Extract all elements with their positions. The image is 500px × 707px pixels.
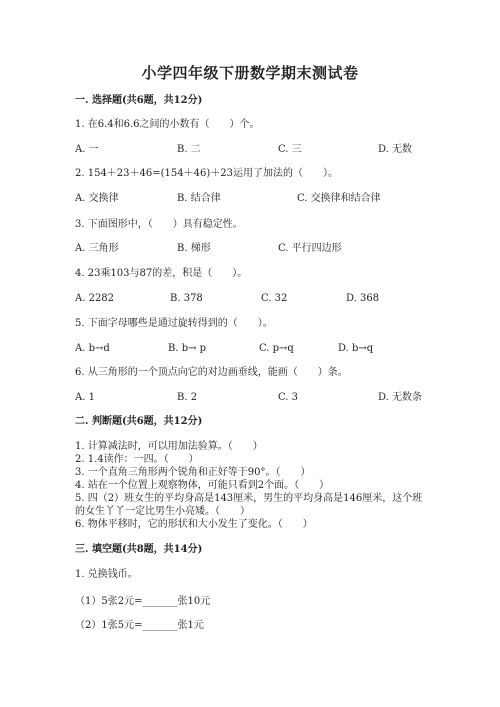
fill-item-1-part-1: （1）5张2元=_______张10元 bbox=[75, 596, 211, 607]
judge-item-5-cont: 的女生丫丫一定比男生小亮矮。（ ） bbox=[75, 506, 250, 517]
fill-item-1-part-2: （2）1张5元=_______张1元 bbox=[75, 620, 204, 631]
question-6-option-b: B. 2 bbox=[177, 392, 198, 403]
judge-item-4: 4. 站在一个位置上观察物体，可能只看到2个面。（ ） bbox=[75, 480, 330, 491]
question-4-option-c: C. 32 bbox=[261, 293, 288, 304]
question-6-option-c: C. 3 bbox=[278, 392, 299, 403]
question-3-option-a: A. 三角形 bbox=[75, 243, 119, 254]
judge-item-5: 5. 四（2）班女生的平均身高是143厘米，男生的平均身高是146厘米，这个班 bbox=[75, 493, 423, 504]
question-3: 3. 下面图形中，（ ）具有稳定性。 bbox=[75, 219, 243, 230]
question-6-option-d: D. 无数条 bbox=[378, 392, 423, 403]
question-2-option-b: B. 结合律 bbox=[177, 193, 221, 204]
section-heading-choice: 一. 选择题(共6题，共12分) bbox=[75, 95, 203, 106]
question-5-option-d: D. b→q bbox=[338, 343, 374, 354]
question-4: 4. 23乘103与87的差，积是（ ）。 bbox=[75, 268, 248, 279]
judge-item-3: 3. 一个直角三角形两个锐角和正好等于90°。（ ） bbox=[75, 467, 311, 478]
question-6-option-a: A. 1 bbox=[75, 392, 95, 403]
question-2: 2. 154＋23＋46=(154＋46)＋23运用了加法的（ ）。 bbox=[75, 168, 338, 179]
question-1-option-d: D. 无数 bbox=[378, 144, 413, 155]
question-5: 5. 下面字母哪些是通过旋转得到的（ ）。 bbox=[75, 318, 273, 329]
question-2-option-c: C. 交换律和结合律 bbox=[297, 193, 381, 204]
question-1-option-b: B. 二 bbox=[177, 144, 201, 155]
question-1: 1. 在6.4和6.6之间的小数有（ ）个。 bbox=[75, 119, 260, 130]
judge-item-6: 6. 物体平移时，它的形状和大小发生了变化。（ ） bbox=[75, 519, 313, 530]
question-3-option-c: C. 平行四边形 bbox=[278, 243, 342, 254]
question-5-option-a: A. b→d bbox=[75, 343, 110, 354]
question-6: 6. 从三角形的一个顶点向它的对边画垂线，能画（ ）条。 bbox=[75, 367, 348, 378]
page-title: 小学四年级下册数学期末测试卷 bbox=[141, 64, 359, 82]
question-3-option-b: B. 梯形 bbox=[177, 243, 211, 254]
section-heading-judge: 二. 判断题(共6题，共12分) bbox=[75, 416, 203, 427]
fill-item-1: 1. 兑换钱币。 bbox=[75, 569, 138, 580]
question-4-option-a: A. 2282 bbox=[75, 293, 115, 304]
question-1-option-c: C. 三 bbox=[278, 144, 302, 155]
question-5-option-b: B. b→ p bbox=[168, 343, 207, 354]
question-4-option-d: D. 368 bbox=[346, 293, 380, 304]
question-1-option-a: A. 一 bbox=[75, 144, 99, 155]
judge-item-2: 2. 1.4读作：一四。（ ） bbox=[75, 454, 199, 465]
section-heading-fill: 三. 填空题(共8题，共14分) bbox=[75, 544, 203, 555]
judge-item-1: 1. 计算减法时，可以用加法验算。（ ） bbox=[75, 441, 263, 452]
question-5-option-c: C. p→q bbox=[259, 343, 294, 354]
question-2-option-a: A. 交换律 bbox=[75, 193, 119, 204]
question-4-option-b: B. 378 bbox=[170, 293, 203, 304]
